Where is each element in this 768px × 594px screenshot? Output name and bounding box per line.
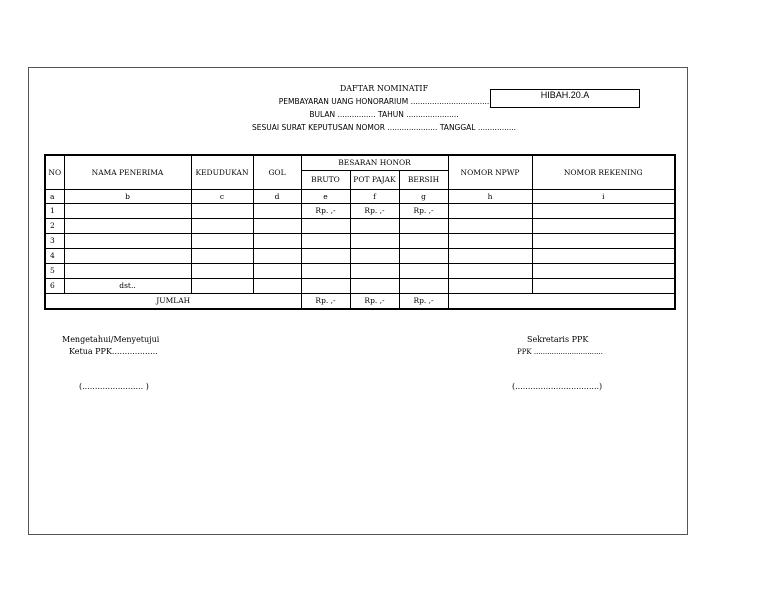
position-cell (191, 264, 253, 279)
chairman-name-placeholder: (........................ ) (79, 382, 149, 391)
gross-cell (301, 249, 350, 264)
gross-cell (301, 279, 350, 294)
table-row (45, 279, 675, 294)
col-no: NO (45, 155, 64, 190)
gross-cell (301, 219, 350, 234)
table-row (45, 234, 675, 249)
total-net: Rp. ,- (399, 294, 448, 310)
account-cell (532, 249, 675, 264)
gross-cell (301, 264, 350, 279)
col-kedudukan: KEDUDUKAN (191, 155, 253, 190)
col-bersih: BERSIH (399, 171, 448, 190)
letter-cell: b (64, 190, 191, 204)
grade-cell (253, 249, 301, 264)
letter-cell: a (45, 190, 64, 204)
col-rekening: NOMOR REKENING (532, 155, 675, 190)
account-cell (532, 279, 675, 294)
net-cell (399, 234, 448, 249)
account-cell (532, 204, 675, 219)
gross-cell: Rp. ,- (301, 204, 350, 219)
table-row (45, 219, 675, 234)
form-code-box: HIBAH.20.A (490, 89, 640, 108)
letter-cell: f (350, 190, 399, 204)
row-number: 3 (45, 234, 64, 249)
table-row (45, 204, 675, 219)
grade-cell (253, 204, 301, 219)
row-number: 1 (45, 204, 64, 219)
col-besaran-honor: BESARAN HONOR (301, 155, 448, 171)
approval-label: Mengetahui/Menyetujui (62, 335, 160, 344)
letter-cell: d (253, 190, 301, 204)
tax-cell (350, 249, 399, 264)
net-cell (399, 264, 448, 279)
document-title: DAFTAR NOMINATIF (339, 84, 429, 93)
grade-cell (253, 279, 301, 294)
npwp-cell (448, 279, 532, 294)
letter-cell: h (448, 190, 532, 204)
period-line: BULAN ................ TAHUN ...................... (309, 110, 459, 119)
recipient-name-cell (64, 234, 191, 249)
left-signature-block (62, 334, 159, 393)
letter-cell: i (532, 190, 675, 204)
account-cell (532, 234, 675, 249)
tax-cell: Rp. ,- (350, 204, 399, 219)
row-number: 5 (45, 264, 64, 279)
col-npwp: NOMOR NPWP (448, 155, 532, 190)
net-cell: Rp. ,- (399, 204, 448, 219)
grade-cell (253, 219, 301, 234)
npwp-cell (448, 204, 532, 219)
chairman-label: Ketua PPK.................. (69, 347, 158, 356)
position-cell (191, 204, 253, 219)
tax-cell (350, 279, 399, 294)
ppk-label: PPK ............................... (517, 348, 603, 356)
grade-cell (253, 234, 301, 249)
decree-line: SESUAI SURAT KEPUTUSAN NOMOR ..................... TANGGAL ................ (251, 123, 517, 132)
total-gross: Rp. ,- (301, 294, 350, 310)
recipient-name-cell (64, 219, 191, 234)
total-empty-cell (448, 294, 675, 310)
net-cell (399, 219, 448, 234)
npwp-cell (448, 249, 532, 264)
row-number: 4 (45, 249, 64, 264)
table-row (45, 264, 675, 279)
total-row (45, 294, 675, 310)
row-number: 6 (45, 279, 64, 294)
tax-cell (350, 234, 399, 249)
account-cell (532, 219, 675, 234)
recipient-name-cell (64, 249, 191, 264)
document-header (0, 82, 768, 134)
npwp-cell (448, 234, 532, 249)
col-nama: NAMA PENERIMA (64, 155, 191, 190)
grade-cell (253, 264, 301, 279)
col-bruto: BRUTO (301, 171, 350, 190)
npwp-cell (448, 264, 532, 279)
tax-cell (350, 219, 399, 234)
recipient-name-cell (64, 264, 191, 279)
total-label: JUMLAH (45, 294, 301, 310)
nominative-table (44, 154, 676, 310)
letter-cell: e (301, 190, 350, 204)
letter-row (45, 190, 675, 204)
secretary-name-placeholder: (.................................) (512, 382, 603, 391)
position-cell (191, 219, 253, 234)
account-cell (532, 264, 675, 279)
position-cell (191, 249, 253, 264)
position-cell (191, 234, 253, 249)
col-gol: GOL (253, 155, 301, 190)
recipient-name-cell (64, 204, 191, 219)
table-row (45, 249, 675, 264)
letter-cell: c (191, 190, 253, 204)
right-signature-block (512, 334, 603, 393)
recipient-name-cell: dst.. (64, 279, 191, 294)
total-tax: Rp. ,- (350, 294, 399, 310)
npwp-cell (448, 219, 532, 234)
secretary-label: Sekretaris PPK (527, 335, 589, 344)
col-pot-pajak: POT PAJAK (350, 171, 399, 190)
tax-cell (350, 264, 399, 279)
letter-cell: g (399, 190, 448, 204)
net-cell (399, 279, 448, 294)
row-number: 2 (45, 219, 64, 234)
net-cell (399, 249, 448, 264)
gross-cell (301, 234, 350, 249)
position-cell (191, 279, 253, 294)
payment-line: PEMBAYARAN UANG HONORARIUM ................................. (278, 97, 490, 106)
